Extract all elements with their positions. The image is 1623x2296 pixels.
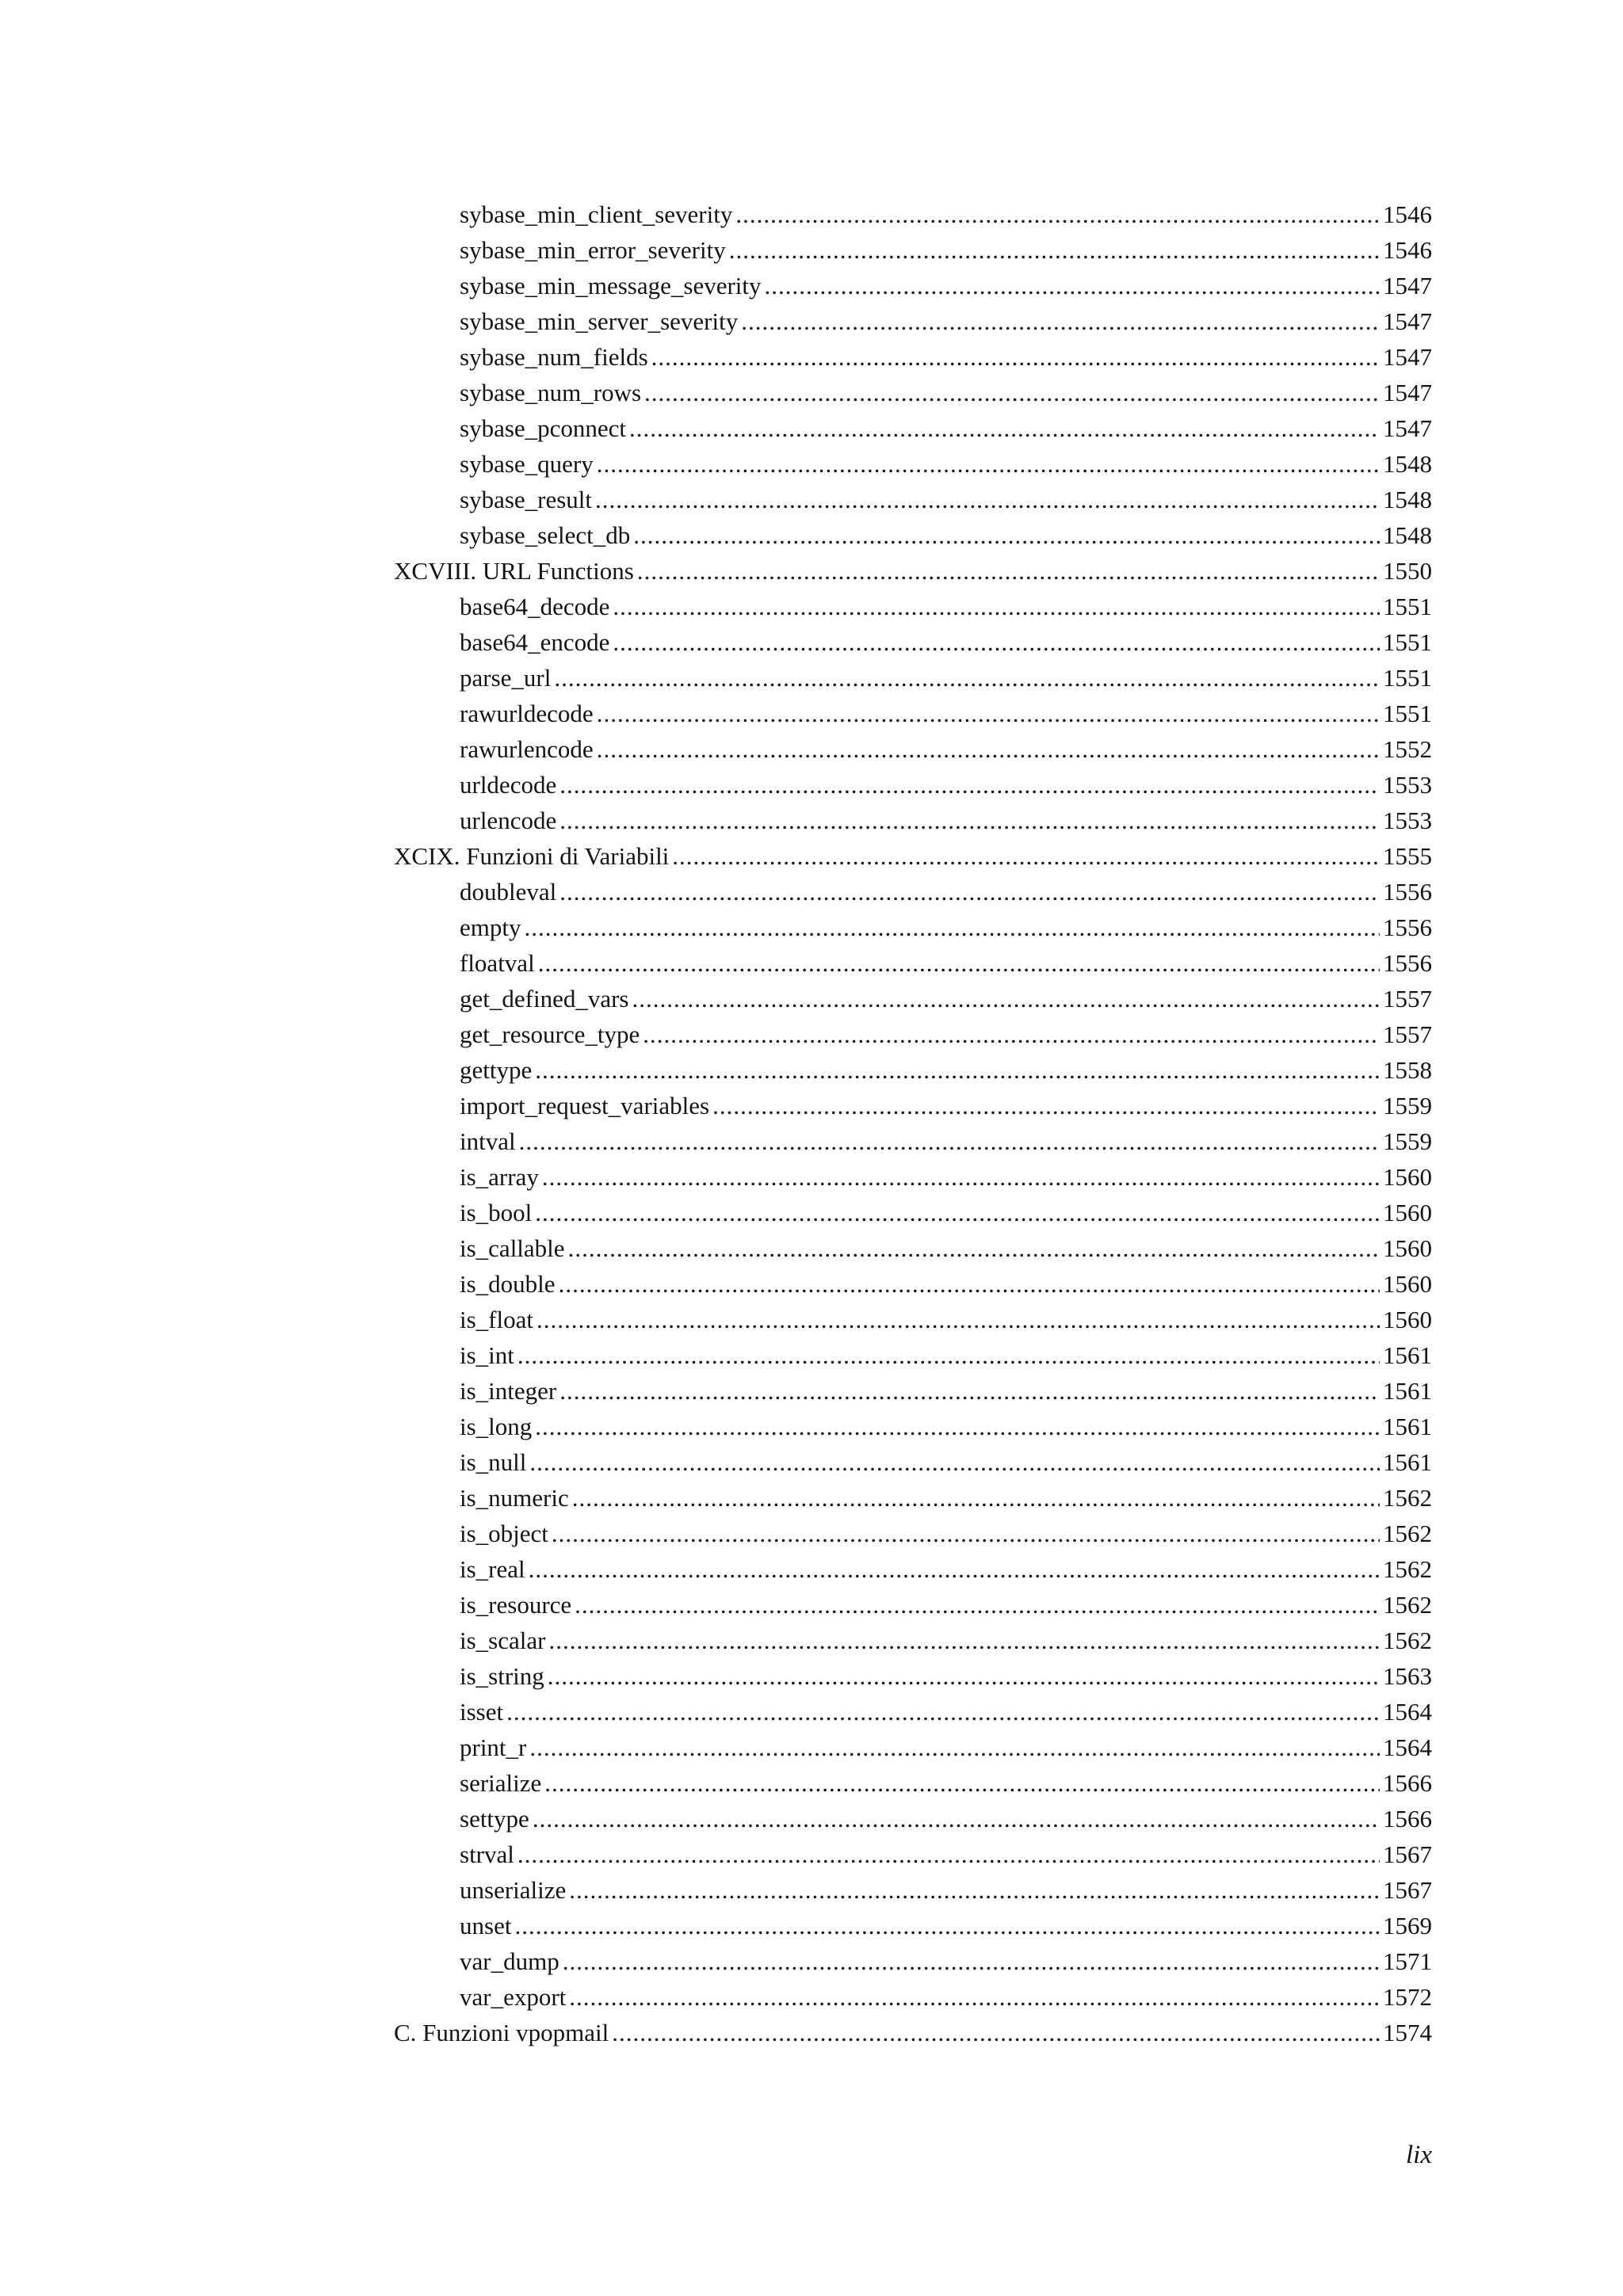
toc-entry[interactable] bbox=[394, 1264, 1432, 1300]
toc-entry[interactable] bbox=[394, 1336, 1432, 1371]
toc-entry-title: gettype bbox=[460, 1056, 533, 1084]
toc-entry-title: base64_encode bbox=[460, 628, 610, 656]
dot-leader bbox=[569, 1875, 1380, 1906]
dot-leader bbox=[559, 805, 1380, 837]
dot-leader bbox=[597, 698, 1380, 730]
toc-entry-page: 1546 bbox=[1383, 236, 1432, 264]
toc-entry-page: 1562 bbox=[1383, 1591, 1432, 1619]
toc-entry-page: 1547 bbox=[1383, 414, 1432, 442]
toc-entry[interactable] bbox=[394, 1478, 1432, 1514]
toc-entry[interactable] bbox=[394, 1621, 1432, 1657]
dot-leader bbox=[612, 2017, 1380, 2049]
toc-entry[interactable] bbox=[394, 1514, 1432, 1550]
toc-entry-title: sybase_min_server_severity bbox=[460, 307, 739, 335]
toc-entry[interactable] bbox=[394, 373, 1432, 409]
toc-entry-page: 1567 bbox=[1383, 1876, 1432, 1904]
toc-entry-title: get_defined_vars bbox=[460, 985, 629, 1013]
dot-leader bbox=[548, 1625, 1380, 1657]
dot-leader bbox=[597, 448, 1380, 480]
dot-leader bbox=[613, 591, 1380, 623]
dot-leader bbox=[643, 1019, 1380, 1051]
toc-entry-page: 1551 bbox=[1383, 628, 1432, 656]
toc-entry-title: sybase_num_rows bbox=[460, 379, 642, 406]
dot-leader bbox=[765, 270, 1380, 302]
toc-entry-page: 1548 bbox=[1383, 450, 1432, 478]
toc-entry[interactable] bbox=[394, 1015, 1432, 1051]
toc-entry-title: get_resource_type bbox=[460, 1020, 640, 1048]
toc-entry[interactable] bbox=[394, 1657, 1432, 1692]
toc-entry-page: 1547 bbox=[1383, 272, 1432, 299]
toc-entry[interactable] bbox=[394, 1906, 1432, 1942]
dot-leader bbox=[525, 912, 1381, 944]
toc-entry-page: 1550 bbox=[1383, 557, 1432, 585]
toc-entry-page: 1547 bbox=[1383, 307, 1432, 335]
toc-entry-title: sybase_min_message_severity bbox=[460, 272, 762, 299]
toc-entry-title: is_null bbox=[460, 1448, 527, 1476]
toc-entry-title: settype bbox=[460, 1805, 529, 1833]
toc-entry[interactable] bbox=[394, 1978, 1432, 2013]
toc-entry-page: 1556 bbox=[1383, 878, 1432, 906]
toc-entry-title: sybase_result bbox=[460, 486, 593, 513]
toc-entry-page: 1562 bbox=[1383, 1484, 1432, 1512]
toc-entry-title: is_string bbox=[460, 1662, 544, 1690]
toc-entry-page: 1548 bbox=[1383, 521, 1432, 549]
dot-leader bbox=[514, 1910, 1380, 1942]
toc-entry-page: 1560 bbox=[1383, 1270, 1432, 1298]
toc-entry[interactable] bbox=[394, 1158, 1432, 1193]
toc-entry-page: 1547 bbox=[1383, 343, 1432, 371]
toc-entry[interactable] bbox=[394, 872, 1432, 908]
dot-leader bbox=[535, 1411, 1380, 1443]
toc-entry[interactable] bbox=[394, 623, 1432, 658]
toc-entry[interactable] bbox=[394, 1692, 1432, 1728]
toc-entry-page: 1560 bbox=[1383, 1234, 1432, 1262]
toc-entry[interactable] bbox=[394, 801, 1432, 837]
toc-entry-title: parse_url bbox=[460, 664, 552, 692]
toc-entry[interactable] bbox=[394, 231, 1432, 266]
toc-entry-title: rawurldecode bbox=[460, 700, 594, 727]
dot-leader bbox=[572, 1482, 1380, 1514]
toc-entry-title: sybase_query bbox=[460, 450, 594, 478]
toc-entry-title: is_long bbox=[460, 1413, 533, 1440]
dot-leader bbox=[735, 199, 1380, 231]
toc-entry[interactable] bbox=[394, 480, 1432, 516]
toc-entry-title: sybase_min_client_severity bbox=[460, 200, 733, 228]
toc-entry-title: C. Funzioni vpopmail bbox=[394, 2019, 609, 2046]
toc-entry-page: 1564 bbox=[1383, 1733, 1432, 1761]
dot-leader bbox=[533, 1803, 1380, 1835]
toc-entry-title: import_request_variables bbox=[460, 1092, 710, 1119]
dot-leader bbox=[575, 1589, 1380, 1621]
dot-leader bbox=[613, 627, 1380, 658]
toc-entry[interactable] bbox=[394, 658, 1432, 694]
toc-entry-page: 1560 bbox=[1383, 1306, 1432, 1333]
toc-entry-page: 1558 bbox=[1383, 1056, 1432, 1084]
toc-entry[interactable] bbox=[394, 730, 1432, 765]
toc-entry-title: is_callable bbox=[460, 1234, 565, 1262]
toc-entry-title: var_dump bbox=[460, 1947, 559, 1975]
dot-leader bbox=[559, 769, 1380, 801]
dot-leader bbox=[569, 1981, 1380, 2013]
dot-leader bbox=[529, 1447, 1380, 1478]
toc-entry-page: 1561 bbox=[1383, 1377, 1432, 1405]
toc-entry-title: is_resource bbox=[460, 1591, 572, 1619]
dot-leader bbox=[538, 948, 1380, 979]
toc-entry-page: 1574 bbox=[1383, 2019, 1432, 2046]
toc-entry-page: 1552 bbox=[1383, 735, 1432, 763]
toc-entry[interactable] bbox=[394, 1193, 1432, 1229]
toc-entry[interactable] bbox=[394, 444, 1432, 480]
toc-entry-page: 1553 bbox=[1383, 807, 1432, 834]
toc-entry[interactable] bbox=[394, 587, 1432, 623]
toc-entry-page: 1557 bbox=[1383, 985, 1432, 1013]
toc-entry-title: sybase_num_fields bbox=[460, 343, 648, 371]
dot-leader bbox=[517, 1839, 1380, 1871]
toc-entry-page: 1560 bbox=[1383, 1163, 1432, 1191]
toc-entry[interactable] bbox=[394, 1229, 1432, 1264]
toc-entry-page: 1546 bbox=[1383, 200, 1432, 228]
toc-entry-title: is_float bbox=[460, 1306, 533, 1333]
dot-leader bbox=[559, 876, 1380, 908]
toc-entry[interactable] bbox=[394, 1728, 1432, 1764]
toc-entry-title: intval bbox=[460, 1127, 516, 1155]
toc-entry-title: is_real bbox=[460, 1555, 525, 1583]
toc-entry-page: 1559 bbox=[1383, 1092, 1432, 1119]
toc-entry-title: sybase_pconnect bbox=[460, 414, 627, 442]
toc-entry-page: 1555 bbox=[1383, 842, 1432, 870]
toc-entry-title: XCVIII. URL Functions bbox=[394, 557, 634, 585]
toc-entry-title: rawurlencode bbox=[460, 735, 594, 763]
toc-entry-page: 1551 bbox=[1383, 664, 1432, 692]
toc-entry-page: 1551 bbox=[1383, 593, 1432, 620]
toc-entry-page: 1561 bbox=[1383, 1448, 1432, 1476]
toc-entry[interactable] bbox=[394, 944, 1432, 979]
toc-entry-title: urldecode bbox=[460, 771, 557, 799]
toc-entry-title: is_integer bbox=[460, 1377, 557, 1405]
toc-entry[interactable] bbox=[394, 1764, 1432, 1799]
toc-entry-page: 1564 bbox=[1383, 1698, 1432, 1726]
dot-leader bbox=[563, 1946, 1380, 1978]
toc-entry-title: empty bbox=[460, 913, 521, 941]
toc-entry-page: 1560 bbox=[1383, 1199, 1432, 1226]
dot-leader bbox=[529, 1554, 1380, 1585]
toc-entry-page: 1561 bbox=[1383, 1341, 1432, 1369]
toc-entry[interactable] bbox=[394, 1550, 1432, 1585]
dot-leader bbox=[632, 983, 1380, 1015]
toc-entry-page: 1556 bbox=[1383, 949, 1432, 977]
dot-leader bbox=[741, 306, 1380, 338]
toc-entry-page: 1566 bbox=[1383, 1805, 1432, 1833]
toc-entry-page: 1547 bbox=[1383, 379, 1432, 406]
toc-entry[interactable] bbox=[394, 1122, 1432, 1158]
dot-leader bbox=[548, 1661, 1380, 1692]
toc-entry-page: 1553 bbox=[1383, 771, 1432, 799]
dot-leader bbox=[651, 341, 1380, 373]
dot-leader bbox=[554, 662, 1380, 694]
toc-entry[interactable] bbox=[394, 1585, 1432, 1621]
dot-leader bbox=[559, 1375, 1380, 1407]
toc-entry-page: 1561 bbox=[1383, 1413, 1432, 1440]
toc-chapter-entry[interactable] bbox=[394, 837, 1432, 872]
dot-leader bbox=[544, 1768, 1380, 1799]
dot-leader bbox=[729, 235, 1380, 266]
toc-entry-page: 1571 bbox=[1383, 1947, 1432, 1975]
toc-entry[interactable] bbox=[394, 1300, 1432, 1336]
toc-entry-page: 1562 bbox=[1383, 1520, 1432, 1547]
toc-entry[interactable] bbox=[394, 1407, 1432, 1443]
dot-leader bbox=[644, 377, 1380, 409]
toc-entry[interactable] bbox=[394, 1942, 1432, 1978]
toc-entry-title: floatval bbox=[460, 949, 535, 977]
toc-entry-title: is_array bbox=[460, 1163, 539, 1191]
dot-leader bbox=[637, 555, 1380, 587]
toc-entry-title: serialize bbox=[460, 1769, 542, 1797]
toc-chapter-entry[interactable] bbox=[394, 551, 1432, 587]
toc-entry[interactable] bbox=[394, 1443, 1432, 1478]
toc-entry-title: is_numeric bbox=[460, 1484, 569, 1512]
toc-entry-page: 1551 bbox=[1383, 700, 1432, 727]
toc-entry[interactable] bbox=[394, 338, 1432, 373]
dot-leader bbox=[672, 841, 1380, 872]
toc-entry[interactable] bbox=[394, 409, 1432, 444]
toc-entry-title: is_object bbox=[460, 1520, 548, 1547]
toc-entry[interactable] bbox=[394, 979, 1432, 1015]
toc-entry-title: XCIX. Funzioni di Variabili bbox=[394, 842, 670, 870]
toc-entry[interactable] bbox=[394, 302, 1432, 338]
toc-entry-title: is_scalar bbox=[460, 1627, 546, 1654]
dot-leader bbox=[517, 1340, 1380, 1371]
toc-entry-title: is_double bbox=[460, 1270, 556, 1298]
toc-entry-page: 1562 bbox=[1383, 1555, 1432, 1583]
dot-leader bbox=[552, 1518, 1380, 1550]
toc-entry[interactable] bbox=[394, 765, 1432, 801]
toc-entry-title: is_int bbox=[460, 1341, 514, 1369]
toc-entry-page: 1569 bbox=[1383, 1912, 1432, 1939]
dot-leader bbox=[529, 1732, 1380, 1764]
toc-entry[interactable] bbox=[394, 266, 1432, 302]
toc-entry-page: 1548 bbox=[1383, 486, 1432, 513]
dot-leader bbox=[559, 1268, 1380, 1300]
dot-leader bbox=[629, 413, 1380, 444]
dot-leader bbox=[633, 520, 1380, 551]
dot-leader bbox=[568, 1233, 1380, 1264]
toc-entry-title: print_r bbox=[460, 1733, 527, 1761]
toc-entry[interactable] bbox=[394, 195, 1432, 231]
toc-entry-title: doubleval bbox=[460, 878, 557, 906]
toc-entry-page: 1557 bbox=[1383, 1020, 1432, 1048]
toc-entry-title: unserialize bbox=[460, 1876, 567, 1904]
toc-entry-page: 1559 bbox=[1383, 1127, 1432, 1155]
toc-entry-page: 1572 bbox=[1383, 1983, 1432, 2011]
toc-entry-title: var_export bbox=[460, 1983, 567, 2011]
dot-leader bbox=[506, 1696, 1380, 1728]
dot-leader bbox=[542, 1161, 1380, 1193]
toc-entry[interactable] bbox=[394, 1835, 1432, 1871]
toc-entry-title: urlencode bbox=[460, 807, 557, 834]
toc-entry[interactable] bbox=[394, 1371, 1432, 1407]
dot-leader bbox=[712, 1090, 1380, 1122]
toc-entry[interactable] bbox=[394, 694, 1432, 730]
toc-entry-title: base64_decode bbox=[460, 593, 610, 620]
toc-chapter-entry[interactable] bbox=[394, 2013, 1432, 2049]
dot-leader bbox=[597, 734, 1380, 765]
toc-entry-page: 1566 bbox=[1383, 1769, 1432, 1797]
toc-entry[interactable] bbox=[394, 516, 1432, 551]
table-of-contents bbox=[394, 195, 1432, 2049]
page-number: lix bbox=[1406, 2141, 1432, 2169]
toc-entry[interactable] bbox=[394, 908, 1432, 944]
toc-entry[interactable] bbox=[394, 1871, 1432, 1906]
toc-entry[interactable] bbox=[394, 1051, 1432, 1086]
toc-entry-title: isset bbox=[460, 1698, 504, 1726]
toc-entry[interactable] bbox=[394, 1086, 1432, 1122]
toc-entry-title: unset bbox=[460, 1912, 512, 1939]
dot-leader bbox=[535, 1197, 1380, 1229]
toc-entry-title: sybase_min_error_severity bbox=[460, 236, 726, 264]
toc-entry-title: sybase_select_db bbox=[460, 521, 631, 549]
dot-leader bbox=[535, 1055, 1380, 1086]
toc-entry-page: 1556 bbox=[1383, 913, 1432, 941]
dot-leader bbox=[537, 1304, 1380, 1336]
dot-leader bbox=[595, 484, 1380, 516]
toc-entry-title: strval bbox=[460, 1840, 514, 1868]
toc-entry-page: 1562 bbox=[1383, 1627, 1432, 1654]
toc-entry-page: 1567 bbox=[1383, 1840, 1432, 1868]
toc-entry-title: is_bool bbox=[460, 1199, 533, 1226]
toc-entry[interactable] bbox=[394, 1799, 1432, 1835]
toc-entry-page: 1563 bbox=[1383, 1662, 1432, 1690]
dot-leader bbox=[519, 1126, 1380, 1158]
